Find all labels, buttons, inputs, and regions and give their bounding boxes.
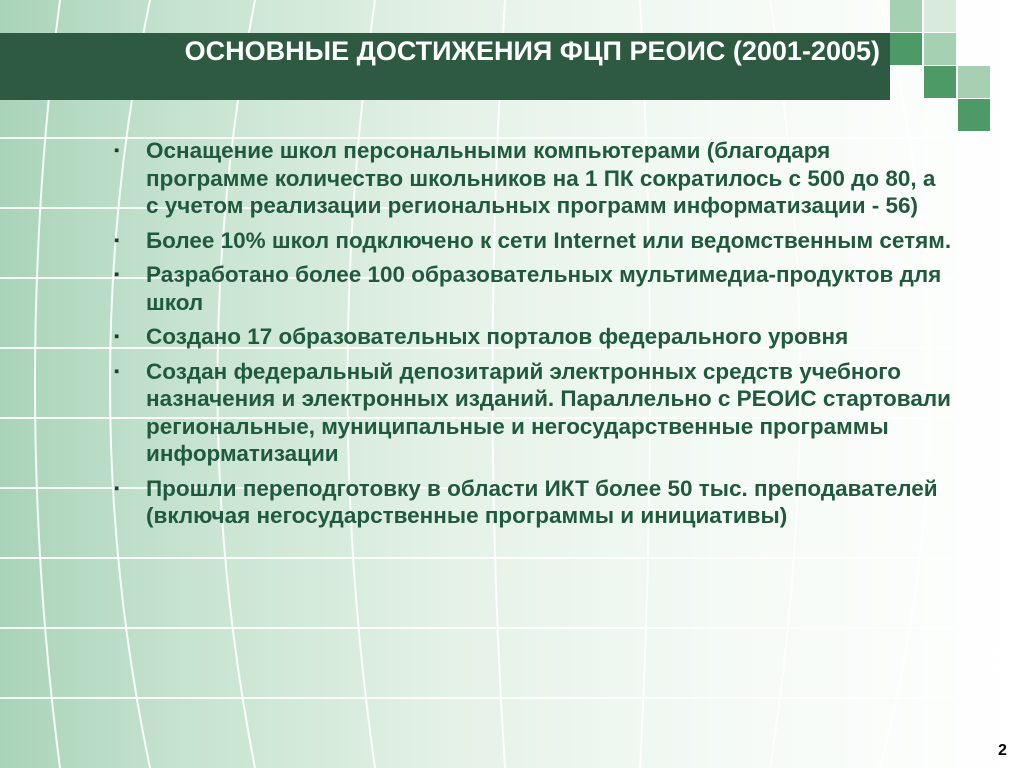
bullet-marker-icon: ▪ bbox=[114, 231, 120, 249]
decor-square-1 bbox=[890, 0, 922, 32]
slide-title: ОСНОВНЫЕ ДОСТИЖЕНИЯ ФЦП РЕОИС (2001-2005) bbox=[184, 36, 880, 66]
decor-square-6 bbox=[958, 66, 990, 98]
bullet-marker-icon: ▪ bbox=[114, 328, 120, 345]
bullet-marker-icon: ▪ bbox=[114, 362, 120, 380]
bullet-text: Создано 17 образовательных порталов федерального уровня bbox=[146, 324, 849, 349]
bullet-text: Более 10% школ подключено к сети Internet или ведомственным сетям. bbox=[146, 227, 952, 253]
bullet-text: Разработано более 100 образовательных мультимедиа-продуктов для школ bbox=[146, 262, 942, 315]
decor-square-3 bbox=[890, 33, 922, 65]
bullet-text: Прошли переподготовку в области ИКТ более 50 тыс. преподавателей (включая негосударственные программы и инициативы) bbox=[146, 475, 938, 528]
bullet-item bbox=[112, 227, 952, 255]
bullet-marker-icon: ▪ bbox=[114, 266, 120, 283]
bullet-text: Создан федеральный депозитарий электронных средств учебного назначения и электронных изданий. Параллельно с РЕОИС стартовали региональные, муниципальные и негосударственные программы информатизации bbox=[146, 358, 951, 466]
bullet-marker-icon: ▪ bbox=[114, 142, 120, 159]
bullet-marker-icon: ▪ bbox=[114, 479, 120, 497]
bullet-item bbox=[112, 261, 952, 316]
decor-square-7 bbox=[958, 99, 990, 131]
bullet-text: Оснащение школ персональными компьютерами (благодаря программе количество школьников на 1 ПК сократилось с 500 до 80, а с учетом реализации региональных программ информатизации - 56) bbox=[146, 138, 936, 218]
decor-square-4 bbox=[924, 33, 956, 65]
bullet-item bbox=[112, 323, 952, 351]
bullet-item bbox=[112, 137, 952, 220]
page-number: 2 bbox=[998, 742, 1007, 759]
bullet-list bbox=[112, 137, 952, 537]
bullet-item bbox=[112, 475, 952, 530]
bullet-item bbox=[112, 358, 952, 468]
decor-square-5 bbox=[924, 66, 956, 98]
decor-square-2 bbox=[924, 0, 956, 32]
